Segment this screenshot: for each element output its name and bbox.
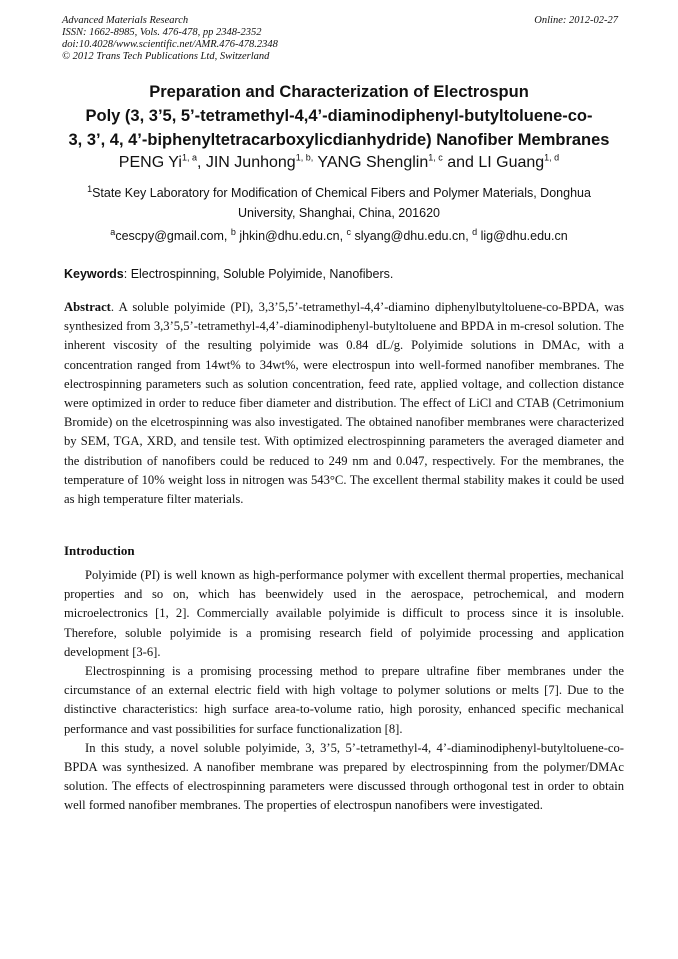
- author-name: JIN Junhong: [205, 154, 296, 171]
- email-address: slyang@dhu.edu.cn: [351, 229, 466, 243]
- title-line-1: Preparation and Characterization of Electrospun: [149, 83, 529, 101]
- email-separator: ,: [339, 229, 347, 243]
- paper-title: [40, 80, 638, 152]
- author-affil-mark: 1, a: [181, 152, 197, 163]
- title-line-3: 3, 3’, 4, 4’-biphenyltetracarboxylicdianhydride) Nanofiber Membranes: [68, 131, 610, 149]
- intro-paragraph: Polyimide (PI) is well known as high-performance polymer with excellent thermal properties, mechanical properties and so on, which has beenwidely used in the aerospace, petrochemical, and modern microelectronics [1, 2]. Commercially available polyimide is difficult to process since it is insoluble. Therefore, soluble polyimide is a promising research field of polyimide processing and application development [3-6].: [64, 568, 624, 659]
- email-list: [60, 226, 618, 246]
- email-address: cescpy@gmail.com: [115, 229, 224, 243]
- author-affil-mark: 1, b,: [295, 152, 314, 163]
- author-name: PENG Yi: [118, 154, 182, 171]
- keywords-label: Keywords: [64, 267, 124, 281]
- intro-paragraph: In this study, a novel soluble polyimide, 3, 3’5, 5’-tetramethyl-4, 4’-diaminodiphenyl-butyltoluene-co-BPDA was synthesized. A nanofiber membrane was prepared by electrospinning from the polymer/DMAc solution. The effects of electrospinning parameters were discussed through orthogonal test in order to obtain well formed nanofiber membranes. The properties of electrospun nanofibers were investigated.: [64, 740, 624, 813]
- author-separator: and: [442, 154, 479, 171]
- online-date: Online: 2012-02-27: [534, 15, 618, 26]
- journal-header: [62, 15, 618, 63]
- affiliation: [60, 183, 618, 223]
- introduction-heading: Introduction: [64, 543, 135, 558]
- keywords-text: : Electrospinning, Soluble Polyimide, Nanofibers.: [123, 267, 394, 281]
- copyright-line: © 2012 Trans Tech Publications Ltd, Switzerland: [62, 51, 270, 62]
- keywords: [64, 265, 624, 283]
- introduction-body: [64, 566, 624, 816]
- affiliation-line-1: State Key Laboratory for Modification of Chemical Fibers and Polymer Materials, Donghua: [92, 186, 591, 200]
- author-name: LI Guang: [478, 154, 545, 171]
- email-separator: ,: [223, 229, 231, 243]
- journal-name: Advanced Materials Research: [62, 15, 189, 26]
- author-affil-mark: 1, d: [544, 152, 560, 163]
- email-separator: ,: [465, 229, 473, 243]
- author-affil-mark: 1, c: [428, 152, 443, 163]
- abstract-text: . A soluble polyimide (PI), 3,3’5,5’-tetramethyl-4,4’-diamino diphenylbutyltoluene-co-BPDA, was synthesized from 3,3’5,5’-tetramethyl-4,4’-diaminodiphenyl-butyltoluene and BPDA in m-cresol solution. The inherent viscosity of the resulting polyimide was 0.84 dL/g. Polyimide solutions in DMAc, with a concentration ranged from 14wt% to 34wt%, were electrospun into well-formed nanofiber membranes. The electrospinning parameters such as solution concentration, feed rate, applied voltage, and collection distance were optimized in order to reduce fiber diameter and distribution. The effect of LiCl and CTAB (Cetrimonium Bromide) on the elcetrospinning was also investigated. The obtained nanofiber membranes were characterized by SEM, TGA, XRD, and tensile test. With optimized electrospinning parameters the averaged diameter and the distribution of nanofibers could be reduced to 249 nm and 0.047, respectively. For the membranes, the temperature of 10% weight loss in nitrogen was 543°C. The excellent thermal stability makes it could be used as high temperature filter materials.: [64, 300, 624, 507]
- title-line-2: Poly (3, 3’5, 5’-tetramethyl-4,4’-diaminodiphenyl-butyltoluene-co-: [85, 107, 593, 125]
- email-address: lig@dhu.edu.cn: [477, 229, 568, 243]
- author-name: YANG Shenglin: [317, 154, 429, 171]
- doi-line: doi:10.4028/www.scientific.net/AMR.476-478.2348: [62, 39, 278, 50]
- author-separator: ,: [196, 154, 206, 171]
- author-list: [40, 152, 638, 174]
- email-mark: d: [472, 226, 478, 237]
- abstract-label: Abstract: [64, 300, 111, 314]
- intro-paragraph: Electrospinning is a promising processing method to prepare ultrafine fiber membranes under the circumstance of an external electric field with high voltage to polymer solutions or melts [7]. Due to the distinctive characteristics: high surface area-to-volume ratio, high porosity, enhanced specific mechanical performance and vast possibilities for surface functionalization [8].: [64, 664, 624, 736]
- email-mark: c: [346, 226, 352, 237]
- abstract: [64, 298, 624, 509]
- email-address: jhkin@dhu.edu.cn: [235, 229, 340, 243]
- affiliation-mark: 1: [87, 183, 93, 194]
- affiliation-line-2: University, Shanghai, China, 201620: [238, 206, 440, 220]
- email-mark: b: [230, 226, 236, 237]
- issn-line: ISSN: 1662-8985, Vols. 476-478, pp 2348-2352: [62, 27, 262, 38]
- email-mark: a: [110, 226, 116, 237]
